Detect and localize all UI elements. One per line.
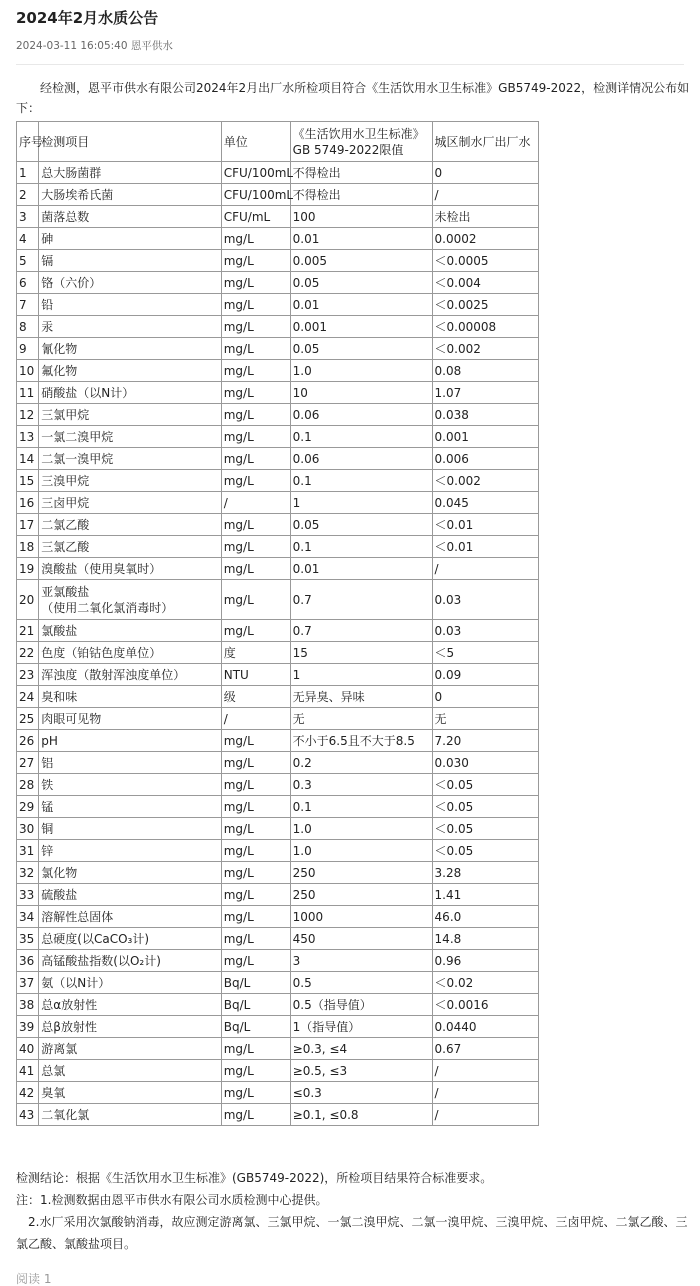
note-1: 注：1.检测数据由恩平市供水有限公司水质检测中心提供。 [16, 1193, 328, 1207]
row-item: 氟化物 [39, 360, 221, 382]
row-no: 21 [17, 620, 39, 642]
row-no: 37 [17, 972, 39, 994]
row-unit: mg/L [221, 536, 290, 558]
row-unit: mg/L [221, 382, 290, 404]
intro-paragraph: 经检测，恩平市供水有限公司2024年2月出厂水所检项目符合《生活饮用水卫生标准》GB5749-2022，检测详情况公布如下： [16, 81, 690, 115]
row-item [39, 580, 221, 620]
row-item: 总氯 [39, 1060, 221, 1082]
row-unit: 度 [221, 642, 290, 664]
row-no: 3 [17, 206, 39, 228]
row-result: 0 [432, 162, 538, 184]
row-limit: 0.01 [290, 228, 432, 250]
table-row [17, 272, 539, 294]
row-no: 5 [17, 250, 39, 272]
row-item: 铁 [39, 774, 221, 796]
row-no: 34 [17, 906, 39, 928]
row-no: 19 [17, 558, 39, 580]
row-result: 1.07 [432, 382, 538, 404]
row-no: 6 [17, 272, 39, 294]
row-unit: mg/L [221, 580, 290, 620]
row-limit: 0.7 [290, 580, 432, 620]
row-unit: mg/L [221, 514, 290, 536]
row-item: 臭和味 [39, 686, 221, 708]
table-row [17, 620, 539, 642]
row-no: 13 [17, 426, 39, 448]
row-result: 3.28 [432, 862, 538, 884]
table-row [17, 972, 539, 994]
table-row [17, 404, 539, 426]
row-limit: 不小于6.5且不大于8.5 [290, 730, 432, 752]
row-unit: / [221, 492, 290, 514]
table-row [17, 162, 539, 184]
row-result: 1.41 [432, 884, 538, 906]
table-row [17, 206, 539, 228]
row-item: 游离氯 [39, 1038, 221, 1060]
row-unit: mg/L [221, 862, 290, 884]
row-result: 14.8 [432, 928, 538, 950]
row-no: 27 [17, 752, 39, 774]
row-item: 镉 [39, 250, 221, 272]
row-limit: 1（指导值） [290, 1016, 432, 1038]
row-result: / [432, 558, 538, 580]
row-unit: mg/L [221, 272, 290, 294]
row-result: 0.96 [432, 950, 538, 972]
row-unit: mg/L [221, 620, 290, 642]
row-item: 铅 [39, 294, 221, 316]
row-result: ＜5 [432, 642, 538, 664]
row-limit: 0.5（指导值） [290, 994, 432, 1016]
row-unit: mg/L [221, 950, 290, 972]
row-result: ＜0.002 [432, 470, 538, 492]
row-item: 肉眼可见物 [39, 708, 221, 730]
row-result: / [432, 184, 538, 206]
row-no: 14 [17, 448, 39, 470]
row-unit: CFU/100mL [221, 162, 290, 184]
row-limit: 0.2 [290, 752, 432, 774]
header-no: 序号 [17, 122, 39, 162]
row-result: / [432, 1060, 538, 1082]
table-row [17, 470, 539, 492]
row-result: ＜0.05 [432, 774, 538, 796]
row-result: ＜0.02 [432, 972, 538, 994]
row-item: 三氯乙酸 [39, 536, 221, 558]
row-unit: 级 [221, 686, 290, 708]
row-unit: CFU/100mL [221, 184, 290, 206]
row-unit: mg/L [221, 1038, 290, 1060]
row-result: / [432, 1104, 538, 1126]
row-item: 三卤甲烷 [39, 492, 221, 514]
row-no: 39 [17, 1016, 39, 1038]
table-row [17, 1082, 539, 1104]
row-no: 31 [17, 840, 39, 862]
table-header-row [17, 122, 539, 162]
row-unit: mg/L [221, 338, 290, 360]
row-limit: 不得检出 [290, 162, 432, 184]
row-item: 总α放射性 [39, 994, 221, 1016]
row-result: 0.03 [432, 580, 538, 620]
row-no: 28 [17, 774, 39, 796]
article-title: 2024年2月水质公告 [16, 9, 159, 27]
row-no: 7 [17, 294, 39, 316]
row-no: 22 [17, 642, 39, 664]
row-item: 总硬度(以CaCO₃计) [39, 928, 221, 950]
table-row [17, 492, 539, 514]
header-item: 检测项目 [39, 122, 221, 162]
row-no: 15 [17, 470, 39, 492]
row-no: 11 [17, 382, 39, 404]
row-item: 总大肠菌群 [39, 162, 221, 184]
row-item: 氯酸盐 [39, 620, 221, 642]
row-limit: 0.1 [290, 470, 432, 492]
row-item: 一氯二溴甲烷 [39, 426, 221, 448]
row-result: 0.0002 [432, 228, 538, 250]
row-no: 30 [17, 818, 39, 840]
row-unit: mg/L [221, 818, 290, 840]
row-unit: / [221, 708, 290, 730]
row-item: 锌 [39, 840, 221, 862]
row-limit: 0.06 [290, 448, 432, 470]
row-result: 0.001 [432, 426, 538, 448]
row-no: 35 [17, 928, 39, 950]
row-unit: mg/L [221, 294, 290, 316]
row-limit: 无 [290, 708, 432, 730]
table-row [17, 1038, 539, 1060]
row-limit: 0.005 [290, 250, 432, 272]
row-result: ＜0.002 [432, 338, 538, 360]
table-row [17, 664, 539, 686]
row-result: 0 [432, 686, 538, 708]
row-limit: 100 [290, 206, 432, 228]
table-row [17, 536, 539, 558]
row-limit: 0.1 [290, 536, 432, 558]
row-limit: 1.0 [290, 840, 432, 862]
row-no: 18 [17, 536, 39, 558]
table-row [17, 1060, 539, 1082]
row-item: 色度（铂钴色度单位） [39, 642, 221, 664]
row-no: 42 [17, 1082, 39, 1104]
row-item: 氯化物 [39, 862, 221, 884]
table-row [17, 1016, 539, 1038]
row-limit: 1 [290, 492, 432, 514]
row-limit: 450 [290, 928, 432, 950]
article-meta [16, 38, 173, 54]
row-limit: ≤0.3 [290, 1082, 432, 1104]
row-unit: mg/L [221, 730, 290, 752]
cut-off-text: 阅读 1 [16, 1272, 52, 1286]
publish-datetime: 2024-03-11 16:05:40 [16, 40, 128, 52]
table-row [17, 360, 539, 382]
row-result: ＜0.05 [432, 796, 538, 818]
table-row [17, 250, 539, 272]
row-limit: 0.01 [290, 558, 432, 580]
title-divider [16, 64, 684, 65]
row-limit: 0.1 [290, 426, 432, 448]
row-item: 溶解性总固体 [39, 906, 221, 928]
table-row [17, 818, 539, 840]
table-row [17, 580, 539, 620]
row-item: 锰 [39, 796, 221, 818]
row-limit: 0.1 [290, 796, 432, 818]
row-result: 无 [432, 708, 538, 730]
row-no: 41 [17, 1060, 39, 1082]
row-limit: 0.3 [290, 774, 432, 796]
row-no: 4 [17, 228, 39, 250]
row-unit: mg/L [221, 752, 290, 774]
table-row [17, 994, 539, 1016]
note-2: 2.水厂采用次氯酸钠消毒，故应测定游离氯、三氯甲烷、一氯二溴甲烷、二氯一溴甲烷、三溴甲烷、三卤甲烷、二氯乙酸、三氯乙酸、氯酸盐项目。 [16, 1215, 688, 1251]
row-no: 17 [17, 514, 39, 536]
row-unit: mg/L [221, 1060, 290, 1082]
row-item: 硫酸盐 [39, 884, 221, 906]
row-no: 36 [17, 950, 39, 972]
row-result: ＜0.0005 [432, 250, 538, 272]
row-item: pH [39, 730, 221, 752]
row-unit: mg/L [221, 906, 290, 928]
row-result: 46.0 [432, 906, 538, 928]
table-row [17, 950, 539, 972]
table-row [17, 382, 539, 404]
table-row [17, 752, 539, 774]
table-row [17, 338, 539, 360]
table-row [17, 928, 539, 950]
row-limit: 0.05 [290, 514, 432, 536]
row-item: 浑浊度（散射浑浊度单位） [39, 664, 221, 686]
row-unit: mg/L [221, 404, 290, 426]
table-row [17, 840, 539, 862]
row-no: 24 [17, 686, 39, 708]
row-unit: Bq/L [221, 972, 290, 994]
row-no: 43 [17, 1104, 39, 1126]
row-limit: 10 [290, 382, 432, 404]
conclusion-text: 检测结论：根据《生活饮用水卫生标准》(GB5749-2022)，所检项目结果符合标准要求。 [16, 1171, 493, 1185]
row-unit: mg/L [221, 928, 290, 950]
header-limit [290, 122, 432, 162]
footer-notes [16, 1167, 690, 1255]
row-limit: 无异臭、异味 [290, 686, 432, 708]
table-row [17, 796, 539, 818]
row-item-line2: （使用二氧化氯消毒时） [41, 600, 174, 615]
row-no: 32 [17, 862, 39, 884]
row-limit: ≥0.1, ≤0.8 [290, 1104, 432, 1126]
table-row [17, 316, 539, 338]
row-result: 0.03 [432, 620, 538, 642]
row-no: 20 [17, 580, 39, 620]
row-result: 0.08 [432, 360, 538, 382]
row-item: 三溴甲烷 [39, 470, 221, 492]
row-item: 铜 [39, 818, 221, 840]
table-row [17, 294, 539, 316]
row-no: 12 [17, 404, 39, 426]
table-row [17, 642, 539, 664]
row-limit: 0.7 [290, 620, 432, 642]
row-no: 29 [17, 796, 39, 818]
row-item: 高锰酸盐指数(以O₂计) [39, 950, 221, 972]
row-unit: NTU [221, 664, 290, 686]
row-result: 7.20 [432, 730, 538, 752]
row-item: 二氯一溴甲烷 [39, 448, 221, 470]
row-result: 0.09 [432, 664, 538, 686]
row-limit: 1000 [290, 906, 432, 928]
row-result: ＜0.0016 [432, 994, 538, 1016]
table-row [17, 884, 539, 906]
row-result: ＜0.0025 [432, 294, 538, 316]
row-limit: 1.0 [290, 818, 432, 840]
row-no: 8 [17, 316, 39, 338]
table-row [17, 708, 539, 730]
row-result: 未检出 [432, 206, 538, 228]
table-row [17, 774, 539, 796]
row-no: 16 [17, 492, 39, 514]
table-row [17, 558, 539, 580]
row-item: 氨（以N计） [39, 972, 221, 994]
water-quality-table [16, 121, 539, 1126]
row-result: 0.0440 [432, 1016, 538, 1038]
row-result: 0.038 [432, 404, 538, 426]
row-limit: ≥0.3, ≤4 [290, 1038, 432, 1060]
row-unit: CFU/mL [221, 206, 290, 228]
row-unit: mg/L [221, 774, 290, 796]
row-limit: 0.001 [290, 316, 432, 338]
row-no: 38 [17, 994, 39, 1016]
row-result: ＜0.01 [432, 514, 538, 536]
row-limit: 15 [290, 642, 432, 664]
row-result: ＜0.05 [432, 818, 538, 840]
row-unit: mg/L [221, 884, 290, 906]
row-item: 总β放射性 [39, 1016, 221, 1038]
row-unit: mg/L [221, 558, 290, 580]
row-item: 二氯乙酸 [39, 514, 221, 536]
table-row [17, 426, 539, 448]
row-no: 2 [17, 184, 39, 206]
row-no: 25 [17, 708, 39, 730]
row-result: 0.006 [432, 448, 538, 470]
row-limit: 250 [290, 862, 432, 884]
row-no: 9 [17, 338, 39, 360]
row-item: 溴酸盐（使用臭氧时） [39, 558, 221, 580]
row-no: 1 [17, 162, 39, 184]
row-item: 大肠埃希氏菌 [39, 184, 221, 206]
row-item: 二氧化氯 [39, 1104, 221, 1126]
row-item: 汞 [39, 316, 221, 338]
row-limit: 0.5 [290, 972, 432, 994]
header-limit-line1: 《生活饮用水卫生标准》 [292, 126, 425, 141]
row-item-line1: 亚氯酸盐 [41, 584, 90, 599]
row-unit: mg/L [221, 360, 290, 382]
row-result: 0.045 [432, 492, 538, 514]
row-item: 硝酸盐（以N计） [39, 382, 221, 404]
table-row [17, 228, 539, 250]
table-row [17, 184, 539, 206]
table-row [17, 514, 539, 536]
row-limit: 0.01 [290, 294, 432, 316]
article-source: 恩平供水 [130, 40, 173, 52]
row-limit: 不得检出 [290, 184, 432, 206]
row-limit: 1.0 [290, 360, 432, 382]
row-item: 砷 [39, 228, 221, 250]
table-row [17, 686, 539, 708]
row-result: 0.030 [432, 752, 538, 774]
row-unit: mg/L [221, 316, 290, 338]
row-limit: 3 [290, 950, 432, 972]
table-row [17, 448, 539, 470]
row-no: 33 [17, 884, 39, 906]
row-result: 0.67 [432, 1038, 538, 1060]
row-unit: mg/L [221, 796, 290, 818]
row-no: 40 [17, 1038, 39, 1060]
row-unit: mg/L [221, 1082, 290, 1104]
row-unit: Bq/L [221, 994, 290, 1016]
row-unit: mg/L [221, 1104, 290, 1126]
row-limit: 0.05 [290, 338, 432, 360]
row-unit: mg/L [221, 840, 290, 862]
row-unit: Bq/L [221, 1016, 290, 1038]
row-limit: 0.05 [290, 272, 432, 294]
row-limit: 0.06 [290, 404, 432, 426]
header-limit-line2: GB 5749-2022限值 [292, 142, 404, 157]
row-limit: ≥0.5, ≤3 [290, 1060, 432, 1082]
row-result: ＜0.004 [432, 272, 538, 294]
row-result: / [432, 1082, 538, 1104]
row-limit: 250 [290, 884, 432, 906]
table-row [17, 1104, 539, 1126]
table-row [17, 862, 539, 884]
table-row [17, 906, 539, 928]
row-no: 10 [17, 360, 39, 382]
row-no: 26 [17, 730, 39, 752]
row-unit: mg/L [221, 426, 290, 448]
row-item: 三氯甲烷 [39, 404, 221, 426]
row-item: 铬（六价） [39, 272, 221, 294]
row-result: ＜0.01 [432, 536, 538, 558]
table-row [17, 730, 539, 752]
row-item: 氰化物 [39, 338, 221, 360]
row-no: 23 [17, 664, 39, 686]
header-unit: 单位 [221, 122, 290, 162]
row-result: ＜0.05 [432, 840, 538, 862]
row-result: ＜0.00008 [432, 316, 538, 338]
row-unit: mg/L [221, 250, 290, 272]
row-item: 菌落总数 [39, 206, 221, 228]
row-unit: mg/L [221, 448, 290, 470]
row-limit: 1 [290, 664, 432, 686]
row-unit: mg/L [221, 470, 290, 492]
row-unit: mg/L [221, 228, 290, 250]
header-result: 城区制水厂出厂水 [432, 122, 538, 162]
row-item: 铝 [39, 752, 221, 774]
row-item: 臭氧 [39, 1082, 221, 1104]
